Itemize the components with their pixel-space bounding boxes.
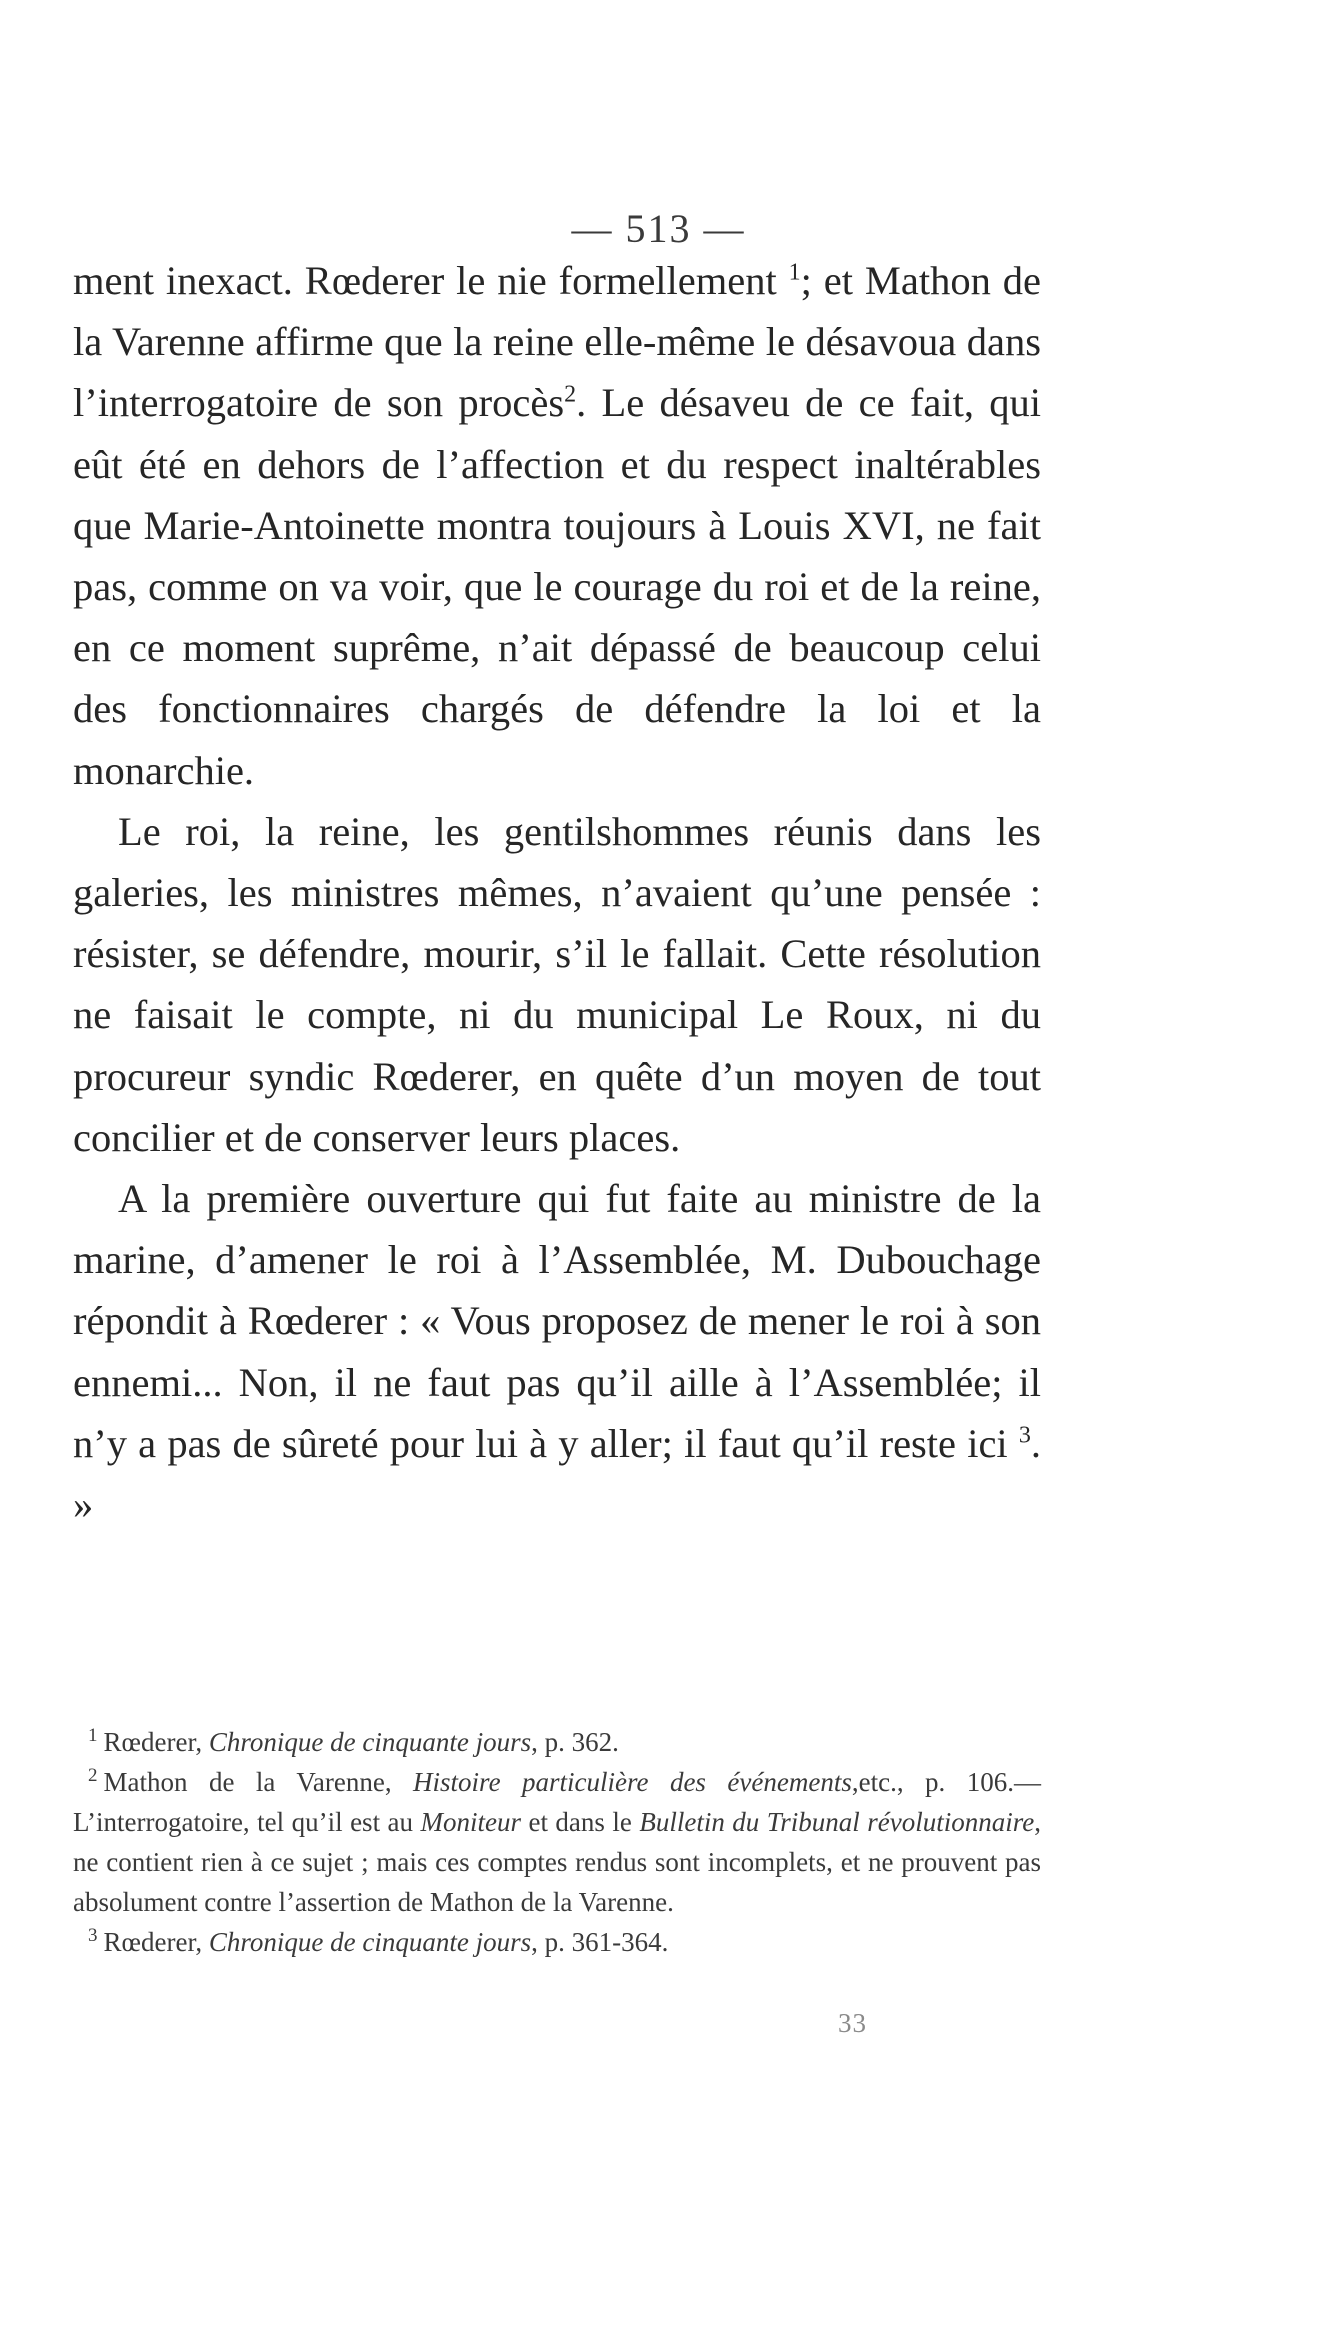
text-run: . » xyxy=(73,1420,1041,1528)
paragraph xyxy=(73,250,1041,801)
signature-mark: 33 xyxy=(838,2008,867,2038)
text-run: Rœderer, xyxy=(103,1927,209,1957)
text-run: ,etc., p. 106.—L’interrogatoire, tel qu’il est au xyxy=(73,1767,1041,1837)
italic-title: Chronique de cinquante jours xyxy=(208,1727,532,1757)
page-number: — 513 — xyxy=(571,206,746,251)
footnote-reference: 3 xyxy=(1018,1422,1031,1449)
italic-title: Chronique de cinquante jours xyxy=(208,1927,532,1957)
footnote-mark: 2 xyxy=(88,1765,98,1786)
text-run: . Le désaveu de ce fait, qui eût été en dehors de l’affection et du respect inaltérables que Marie-Antoinette montra toujours à Louis XVI, ne fait pas, comme on va voir, que le courage du roi et de la reine, en ce moment suprême, n’ait dépassé de beaucoup celui des fonctionnaires chargés de défendre la loi et la monarchie. xyxy=(73,380,1041,793)
text-run: , ne contient rien à ce sujet ; mais ces comptes rendus sont incomplets, et ne prouvent pas absolument contre l’assertion de Mathon de la Varenne. xyxy=(73,1807,1041,1917)
italic-title: Moniteur xyxy=(420,1807,521,1837)
body-text xyxy=(73,250,1041,1535)
footnotes xyxy=(73,1722,1041,1962)
footnote-mark: 1 xyxy=(88,1725,98,1746)
text-run: Rœderer, xyxy=(103,1727,209,1757)
footnote-reference: 1 xyxy=(788,259,801,286)
text-run: A la première ouverture qui fut faite au ministre de la marine, d’amener le roi à l’Assemblée, M. Dubouchage répondit à Rœderer : « Vous proposez de mener le roi à son ennemi... Non, il ne faut pas qu’il aille à l’Assemblée; il n’y a pas de sûreté pour lui à y aller; il faut qu’il reste ici xyxy=(73,1176,1041,1466)
text-run: ; et Mathon de la Varenne affirme que la reine elle-même le désavoua dans l’interrogatoire de son procès xyxy=(73,258,1042,426)
text-run: et dans le xyxy=(521,1807,640,1837)
text-run: , p. 362. xyxy=(531,1727,619,1757)
paragraph xyxy=(73,1168,1041,1535)
text-run: Le roi, la reine, les gentilshommes réunis dans les galeries, les ministres mêmes, n’avaient qu’une pensée : résister, se défendre, mourir, s’il le fallait. Cette résolution ne faisait le compte, ni du municipal Le Roux, ni du procureur syndic Rœderer, en quête d’un moyen de tout concilier et de conserver leurs places. xyxy=(73,808,1041,1160)
text-run: ment inexact. Rœderer le nie formellement xyxy=(73,258,789,303)
footnote xyxy=(73,1762,1041,1922)
footnote xyxy=(73,1922,1041,1962)
footnote xyxy=(73,1722,1041,1762)
footnote-reference: 2 xyxy=(564,381,577,408)
italic-title: Histoire particulière des événements xyxy=(413,1767,852,1797)
footnote-mark: 3 xyxy=(88,1925,98,1946)
text-run: , p. 361-364. xyxy=(531,1927,669,1957)
paragraph xyxy=(73,801,1041,1168)
italic-title: Bulletin du Tribunal révolutionnaire xyxy=(639,1807,1035,1837)
text-run: Mathon de la Varenne, xyxy=(103,1767,414,1797)
